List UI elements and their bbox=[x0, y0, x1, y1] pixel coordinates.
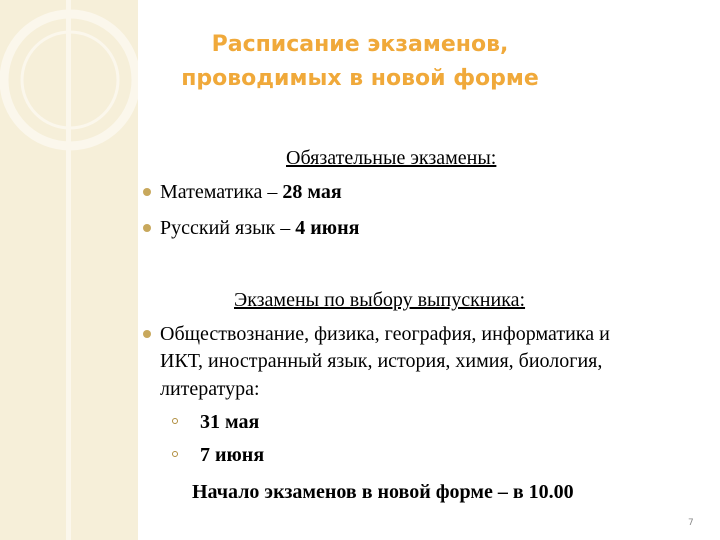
exam-subject-mathematics: Математика – bbox=[160, 181, 283, 203]
elective-date-1-value: 31 мая bbox=[200, 411, 260, 433]
exam-item-russian bbox=[160, 216, 359, 240]
exam-date-mathematics: 28 мая bbox=[282, 181, 342, 203]
mandatory-exams-heading: Обязательные экзамены: bbox=[286, 147, 497, 169]
slide-title bbox=[150, 28, 570, 96]
sub-bullet-date-2 bbox=[172, 451, 178, 457]
sub-bullet-date-1 bbox=[172, 418, 178, 424]
decor-circles-graphic bbox=[0, 0, 138, 540]
exam-subject-russian: Русский язык – bbox=[160, 217, 296, 239]
exam-start-time-note bbox=[192, 480, 574, 504]
page-number: 7 bbox=[688, 518, 694, 528]
bullet-russian bbox=[143, 224, 151, 232]
elective-subjects-line-1: Обществознание, физика, география, информатика и bbox=[160, 323, 610, 345]
exam-item-mathematics bbox=[160, 180, 342, 204]
bullet-mathematics bbox=[143, 188, 151, 196]
elective-date-1 bbox=[200, 410, 259, 434]
exam-start-time-text: Начало экзаменов в новой форме – в 10.00 bbox=[192, 481, 574, 503]
elective-exams-heading: Экзамены по выбору выпускника: bbox=[234, 289, 526, 311]
elective-subjects-line-2: ИКТ, иностранный язык, история, химия, биология, bbox=[160, 350, 603, 372]
elective-date-2 bbox=[200, 443, 264, 467]
elective-subjects-line-3: литература: bbox=[160, 378, 260, 400]
slide-title-line-1: Расписание экзаменов, bbox=[211, 32, 509, 57]
elective-date-2-value: 7 июня bbox=[200, 444, 265, 466]
slide-title-line-2: проводимых в новой форме bbox=[181, 66, 539, 91]
exam-date-russian: 4 июня bbox=[295, 217, 360, 239]
bullet-elective-subjects bbox=[143, 330, 151, 338]
